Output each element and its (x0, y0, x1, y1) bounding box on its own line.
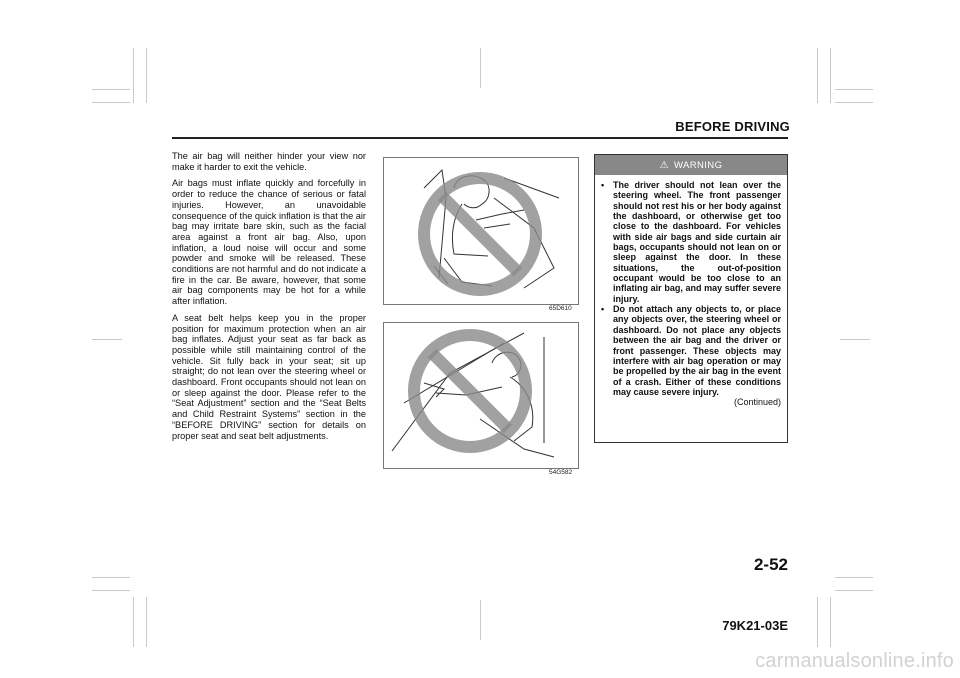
warning-header (595, 155, 787, 175)
warning-item-text: Do not attach any objects to, or place any objects over, the steering wheel or dashboard. Do not place any objects between the air bag and the driver or front passenger. These objects may interfere with air bag operation or may be propelled by the air bag in the event of a crash. Either of these conditions may cause severe injury. (613, 304, 781, 397)
crop-mark (835, 89, 873, 90)
body-paragraph: A seat belt helps keep you in the proper position for maximum protection when an air bag inflates. Adjust your seat as far back as possible while still maintaining control of the vehicle. Sit fully back in your seat; sit up straight; do not lean over the steering wheel or dashboard. Front occupants should not lean on or sleep against the door. Please refer to the “Seat Adjustment” section and the “Seat Belts and Child Restraint Systems” section in the “BEFORE DRIVING” section for details on proper seat and seat belt adjustments. (172, 312, 366, 441)
crop-mark (817, 48, 818, 103)
warning-heading: WARNING (674, 159, 723, 171)
crop-mark (92, 89, 130, 90)
crop-mark (817, 597, 818, 647)
crop-mark (835, 577, 873, 578)
crop-mark (92, 577, 130, 578)
crop-mark (133, 48, 134, 103)
warning-item-text: The driver should not lean over the steering wheel. The front passenger should not rest his or her body against the dashboard, or otherwise get too close to the dashboard. For vehicles with side air bags and side curtain air bags, occupants should not lean on or sleep against the door. In these situations, the out-of-position occupant would be too close to an inflating air bag, and may suffer severe injury. (613, 180, 781, 304)
page-number: 2-52 (753, 555, 788, 574)
continued-label: (Continued) (733, 397, 781, 408)
crop-mark (146, 597, 147, 647)
crop-mark (830, 48, 831, 103)
warning-body (595, 175, 787, 407)
figure-passenger-leaning (383, 322, 579, 469)
crop-mark (480, 48, 481, 88)
crop-mark (133, 597, 134, 647)
illustration-passenger-against-dashboard (384, 323, 578, 468)
crop-mark (92, 590, 130, 591)
crop-mark (480, 600, 481, 640)
crop-mark (840, 339, 870, 340)
warning-item (601, 304, 781, 397)
bullet-icon: • (601, 304, 605, 315)
crop-mark (835, 590, 873, 591)
warning-box (594, 154, 788, 443)
figure-driver-leaning (383, 157, 579, 305)
crop-mark (92, 339, 122, 340)
body-text-column (172, 151, 366, 447)
illustration-driver-leaning-over-wheel (384, 158, 578, 304)
crop-mark (92, 102, 130, 103)
figure-code: 54G582 (549, 469, 573, 476)
section-title: BEFORE DRIVING (675, 119, 790, 134)
crop-mark (830, 597, 831, 647)
bullet-icon: • (601, 180, 605, 190)
crop-mark (835, 102, 873, 103)
warning-triangle-icon: ⚠ (659, 159, 669, 171)
watermark: carmanualsonline.info (755, 650, 954, 672)
header-rule (172, 137, 788, 139)
body-paragraph: Air bags must inflate quickly and forcefully in order to reduce the chance of serious or fatal injuries. However, an unavoidable consequence of the quick inflation is that the air bag may irritate bare skin, such as the facial area against a front air bag. Also, upon inflation, a loud noise will occur and some powder and smoke will be released. These conditions are not harmful and do not indicate a fire in the car. Be aware, however, that some air bag components may be hot for a while after inflation. (172, 178, 366, 307)
body-paragraph: The air bag will neither hinder your view nor make it harder to exit the vehicle. (172, 151, 366, 172)
figure-code: 65D610 (549, 305, 572, 312)
warning-item (601, 180, 781, 304)
crop-mark (146, 48, 147, 103)
document-code: 79K21-03E (722, 618, 788, 633)
